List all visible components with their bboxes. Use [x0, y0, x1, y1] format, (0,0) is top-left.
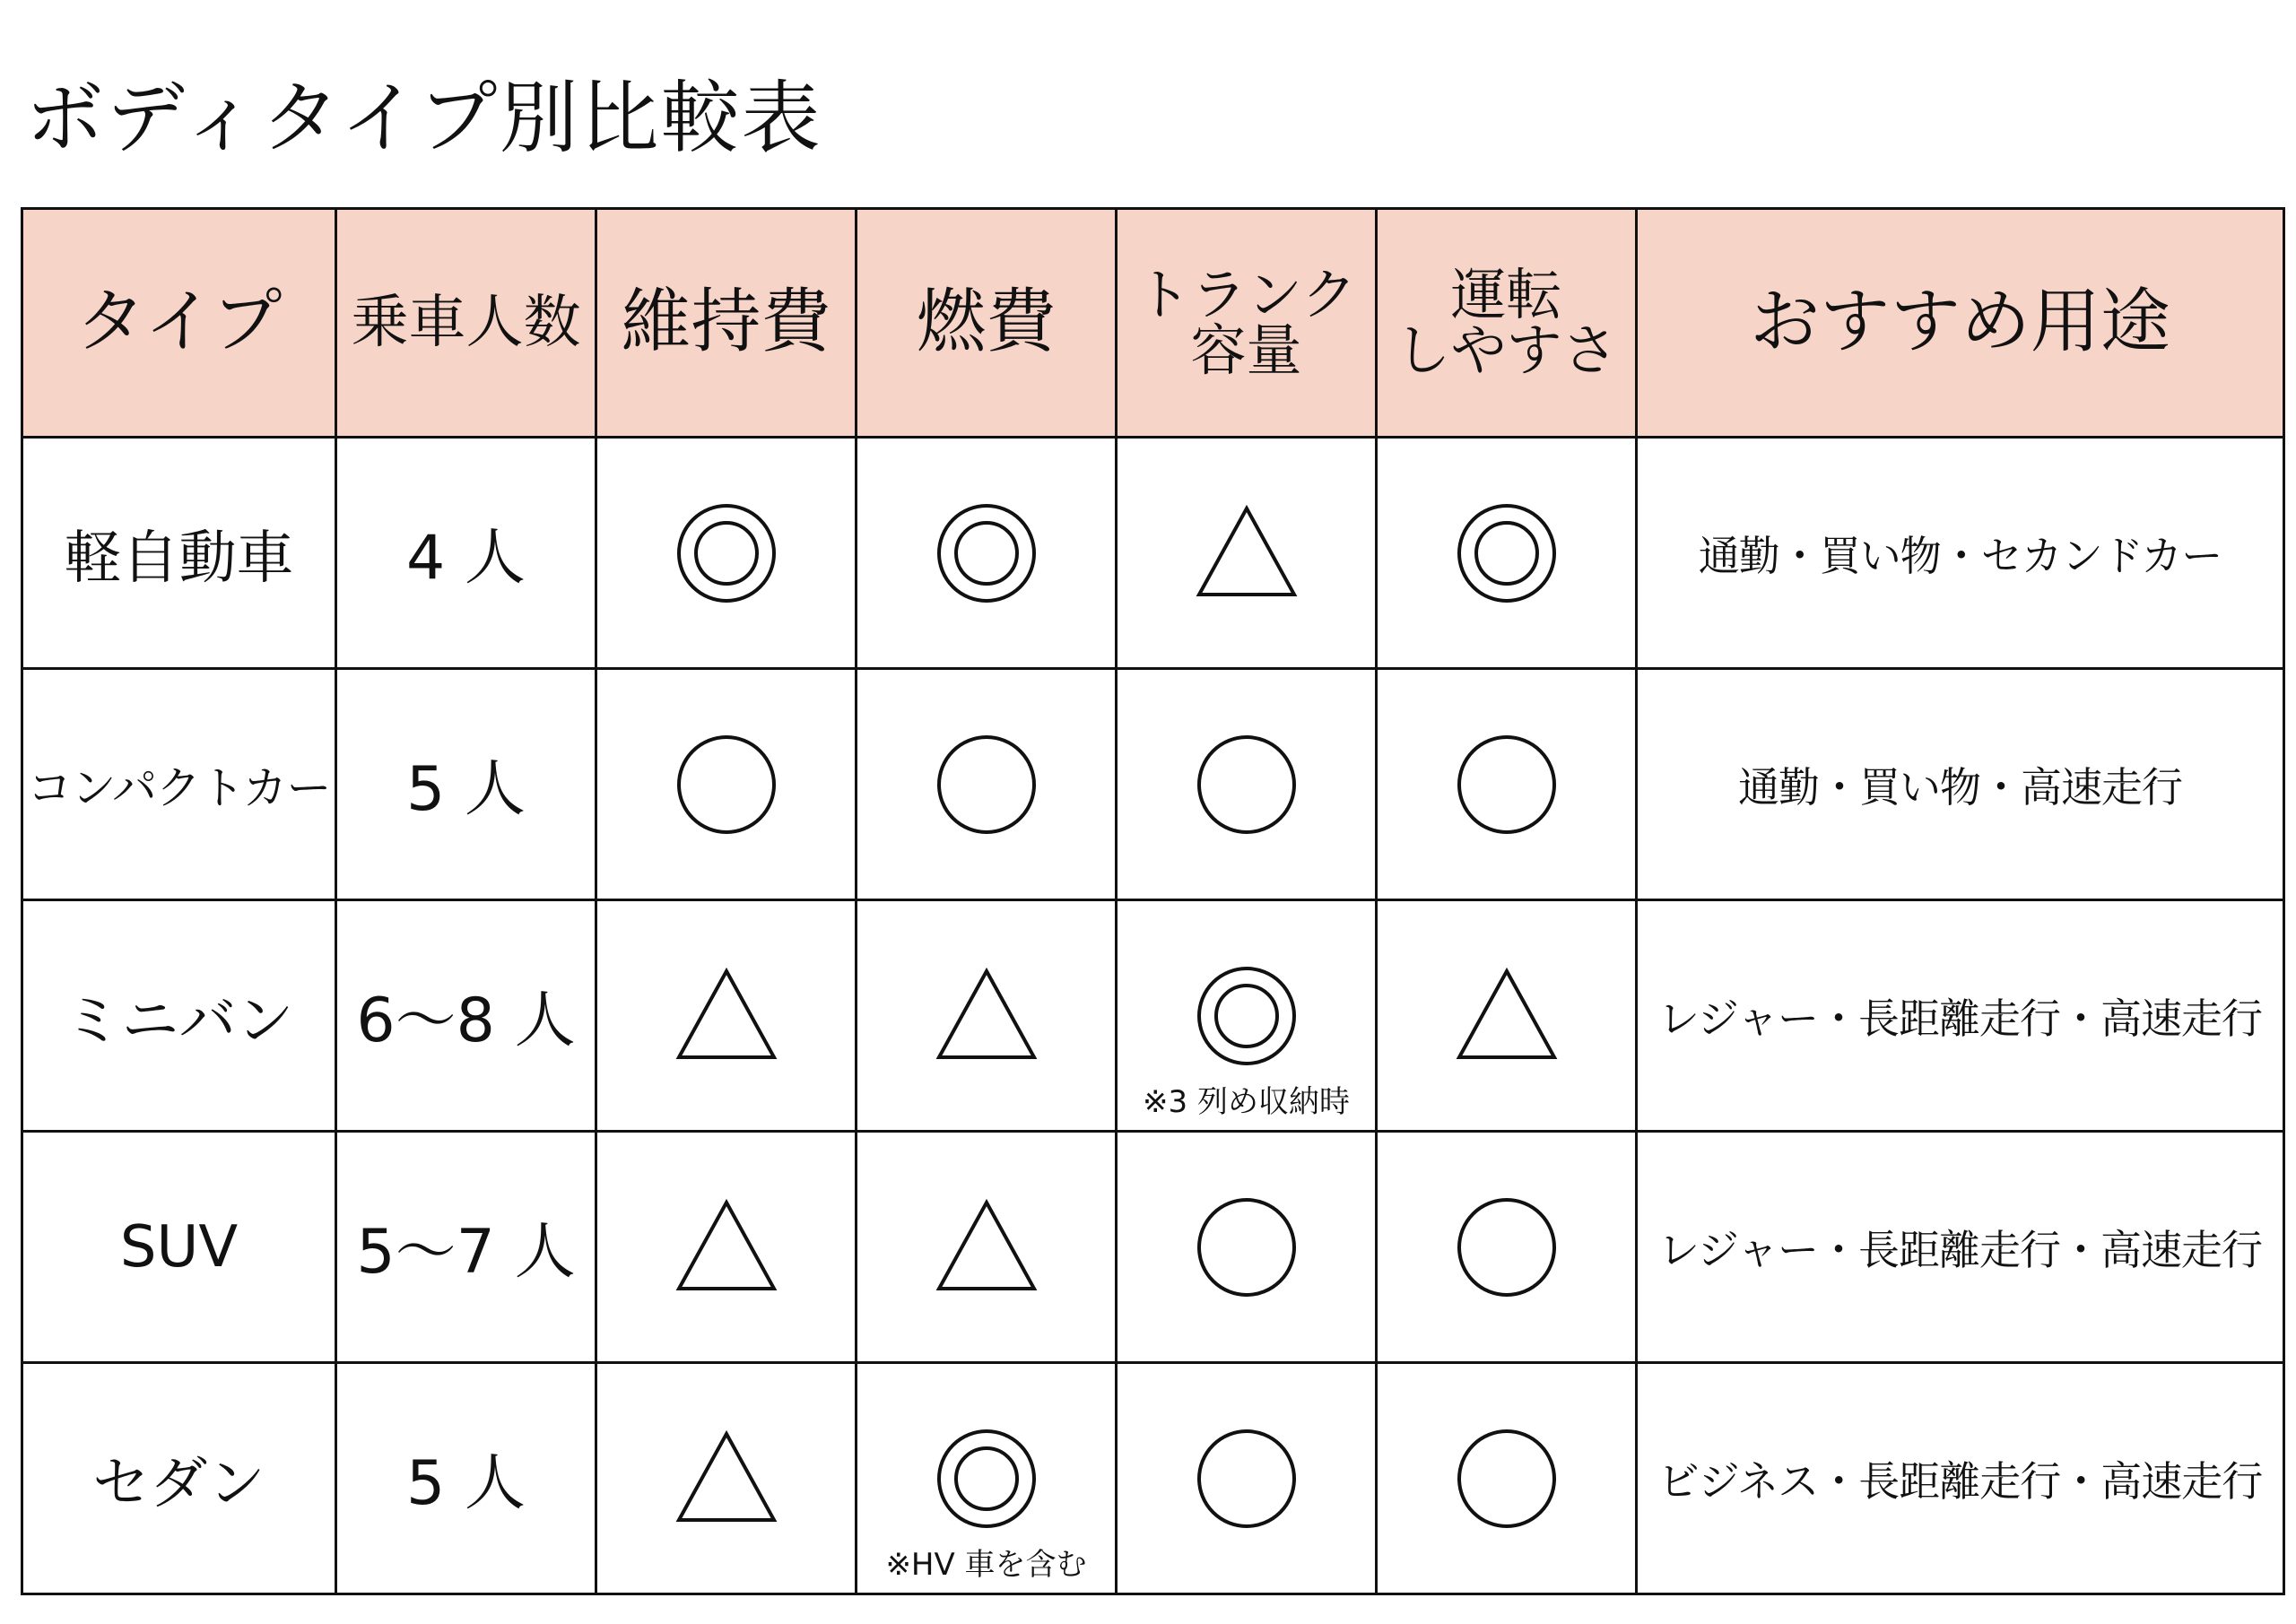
- cell-maintenance: [596, 900, 857, 1132]
- header-capacity-label: 乗車人数: [351, 289, 581, 356]
- cell-trunk: [1117, 1132, 1377, 1363]
- cell-maintenance: [596, 1132, 857, 1363]
- usage-text: レジャー・長距離走行・高速走行: [1658, 994, 2262, 1043]
- cell-trunk: [1117, 438, 1377, 669]
- table-row: [22, 900, 2284, 1132]
- cell-drivability: [1377, 669, 1637, 900]
- type-name: セダン: [92, 1450, 265, 1517]
- cell-usage: [1637, 669, 2284, 900]
- header-trunk: [1117, 209, 1377, 438]
- cell-fuel: [857, 438, 1117, 669]
- triangle-icon: [1195, 501, 1299, 605]
- triangle-icon: [674, 1427, 778, 1531]
- header-usage-label: おすすめ用途: [1750, 282, 2170, 363]
- table-row: [22, 1132, 2284, 1363]
- cell-maintenance: [596, 669, 857, 900]
- triangle-icon: [674, 964, 778, 1068]
- cell-maintenance: [596, 438, 857, 669]
- table-row: [22, 669, 2284, 900]
- header-maintenance-label: 維持費: [621, 282, 831, 363]
- circle-icon: [1455, 733, 1559, 837]
- cell-fuel: [857, 1132, 1117, 1363]
- cell-drivability: [1377, 1363, 1637, 1594]
- cell-capacity: [336, 438, 596, 669]
- circle-icon: [1195, 1427, 1299, 1531]
- header-maintenance: [596, 209, 857, 438]
- triangle-icon: [935, 964, 1039, 1068]
- capacity-value: 5 人: [406, 1448, 526, 1519]
- header-drivability-label: 運転 しやすさ: [1395, 262, 1618, 383]
- comparison-table: [21, 207, 2285, 1595]
- cell-trunk: [1117, 900, 1377, 1132]
- trunk-note: ※3 列め収納時: [1143, 1084, 1350, 1120]
- cell-trunk: [1117, 1363, 1377, 1594]
- circle-icon: [674, 733, 778, 837]
- cell-usage: [1637, 1132, 2284, 1363]
- cell-usage: [1637, 1363, 2284, 1594]
- header-type: [22, 209, 336, 438]
- header-fuel-label: 燃費: [916, 282, 1057, 363]
- cell-fuel: [857, 669, 1117, 900]
- cell-drivability: [1377, 1132, 1637, 1363]
- double-circle-icon: [674, 501, 778, 605]
- usage-text: 通勤・買い物・高速走行: [1738, 762, 2182, 812]
- cell-capacity: [336, 1132, 596, 1363]
- header-type-label: タイプ: [75, 282, 283, 363]
- header-fuel: [857, 209, 1117, 438]
- circle-icon: [1195, 1195, 1299, 1299]
- cell-usage: [1637, 900, 2284, 1132]
- cell-trunk: [1117, 669, 1377, 900]
- triangle-icon: [1455, 964, 1559, 1068]
- header-row: [22, 209, 2284, 438]
- usage-text: ビジネス・長距離走行・高速走行: [1657, 1456, 2263, 1506]
- cell-fuel: [857, 1363, 1117, 1594]
- double-circle-icon: [1455, 501, 1559, 605]
- cell-capacity: [336, 1363, 596, 1594]
- cell-capacity: [336, 669, 596, 900]
- type-name: コンパクトカー: [27, 761, 331, 814]
- usage-text: レジャー・長距離走行・高速走行: [1658, 1225, 2262, 1274]
- cell-drivability: [1377, 438, 1637, 669]
- capacity-value: 5 人: [406, 754, 526, 825]
- header-drivability: [1377, 209, 1637, 438]
- cell-type: [22, 669, 336, 900]
- cell-maintenance: [596, 1363, 857, 1594]
- type-name: ミニバン: [64, 987, 294, 1055]
- header-capacity: [336, 209, 596, 438]
- header-usage: [1637, 209, 2284, 438]
- table-row: [22, 1363, 2284, 1594]
- circle-icon: [1455, 1427, 1559, 1531]
- double-circle-icon: [935, 501, 1039, 605]
- header-trunk-label: トランク 容量: [1135, 262, 1357, 383]
- cell-capacity: [336, 900, 596, 1132]
- cell-fuel: [857, 900, 1117, 1132]
- fuel-note: ※HV 車を含む: [885, 1547, 1087, 1583]
- triangle-icon: [674, 1195, 778, 1299]
- table-row: [22, 438, 2284, 669]
- usage-text: 通勤・買い物・セカンドカー: [1698, 531, 2222, 580]
- type-name: SUV: [119, 1213, 239, 1281]
- circle-icon: [1455, 1195, 1559, 1299]
- cell-type: [22, 1363, 336, 1594]
- cell-type: [22, 438, 336, 669]
- circle-icon: [935, 733, 1039, 837]
- cell-type: [22, 900, 336, 1132]
- capacity-value: 6〜8 人: [356, 986, 576, 1056]
- circle-icon: [1195, 733, 1299, 837]
- double-circle-icon: [1195, 964, 1299, 1068]
- type-name: 軽自動車: [64, 525, 294, 592]
- cell-usage: [1637, 438, 2284, 669]
- cell-type: [22, 1132, 336, 1363]
- cell-drivability: [1377, 900, 1637, 1132]
- capacity-value: 5〜7 人: [356, 1217, 576, 1288]
- double-circle-icon: [935, 1427, 1039, 1531]
- capacity-value: 4 人: [406, 523, 526, 594]
- triangle-icon: [935, 1195, 1039, 1299]
- page-title: ボディタイプ別比較表: [25, 72, 822, 164]
